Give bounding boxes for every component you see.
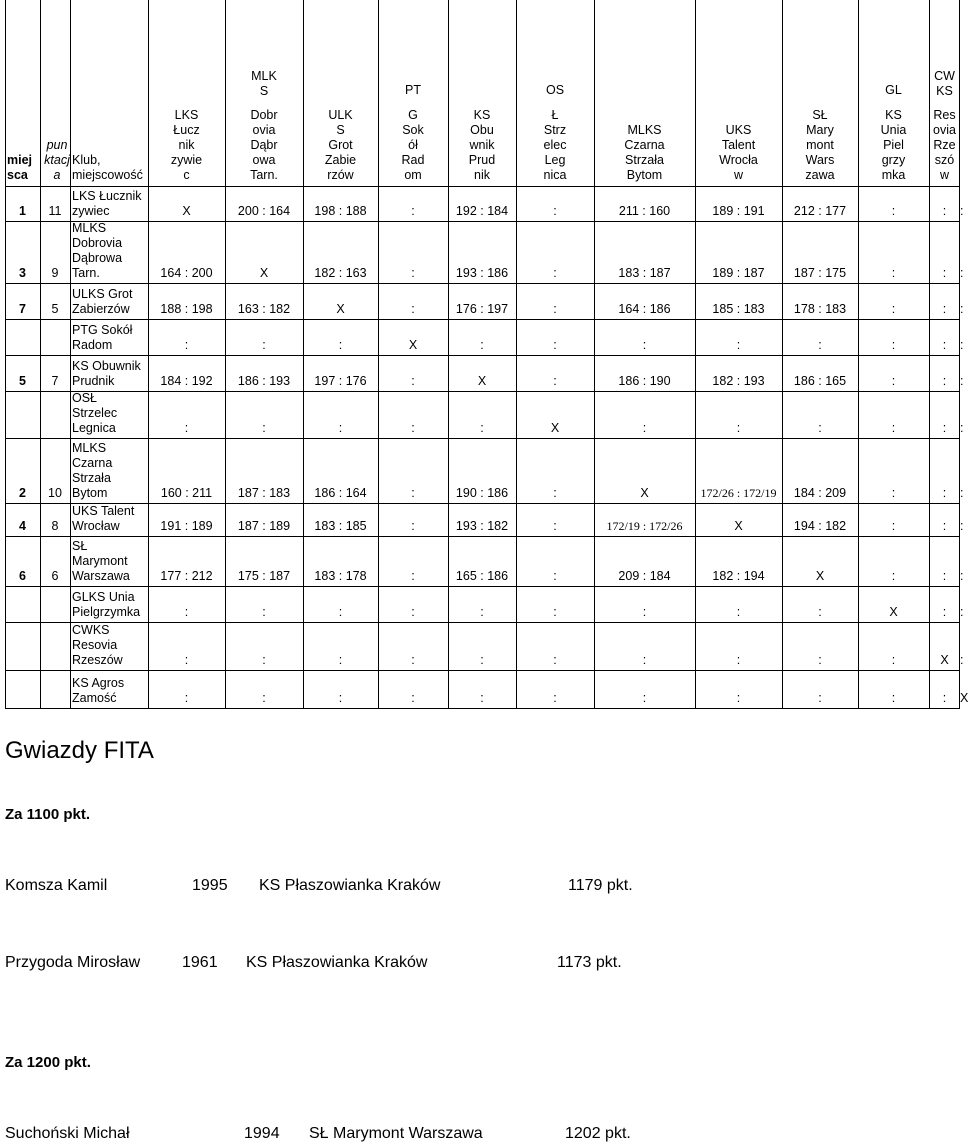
score-cell: :	[262, 605, 266, 619]
section-heading-1200: Za 1200 pkt.	[5, 1054, 91, 1071]
score-cell: 187 : 189	[237, 519, 291, 533]
score-cell: X	[182, 204, 191, 218]
score-cell: :	[411, 486, 415, 500]
grid-line	[303, 0, 304, 708]
score-cell: X	[408, 338, 418, 352]
score-cell: :	[891, 374, 896, 388]
entry-club: KS Płaszowianka Kraków	[246, 954, 428, 971]
row-club: MLKS Dobrovia Dąbrowa Tarn.	[72, 221, 123, 280]
score-cell: :	[736, 421, 741, 435]
score-cell: :	[642, 691, 647, 705]
column-header: ULK S Grot Zabie rzów	[324, 108, 357, 182]
row-club: UKS Talent Wrocław	[72, 504, 135, 533]
score-cell: :	[553, 338, 557, 352]
score-cell: :	[553, 302, 557, 316]
column-header: Ł Strz elec Leg nica	[543, 108, 567, 182]
score-cell: 176 : 197	[455, 302, 509, 316]
score-cell: :	[411, 519, 415, 533]
score-cell: :	[960, 204, 964, 218]
score-cell: :	[553, 605, 557, 619]
row-place: 6	[19, 569, 26, 583]
score-cell: :	[262, 691, 266, 705]
score-cell: :	[553, 653, 557, 667]
header-punktacja: pun ktacj a	[44, 138, 70, 182]
score-cell: :	[891, 302, 896, 316]
score-cell: 178 : 183	[793, 302, 847, 316]
score-cell: :	[818, 338, 822, 352]
group-header: MLK S	[251, 69, 277, 98]
score-cell: :	[553, 486, 557, 500]
score-cell: :	[184, 653, 189, 667]
score-cell: :	[411, 374, 415, 388]
score-cell: :	[642, 421, 647, 435]
header-klub: Klub, miejscowość	[72, 153, 143, 182]
score-cell: :	[891, 486, 896, 500]
row-place: 3	[19, 266, 26, 280]
score-cell: :	[480, 691, 484, 705]
row-place: 7	[19, 302, 26, 316]
row-club: PTG Sokół Radom	[72, 323, 133, 352]
entry-year: 1961	[182, 954, 218, 971]
score-cell: :	[184, 605, 189, 619]
grid-line	[5, 670, 960, 671]
score-cell: 165 : 186	[455, 569, 509, 583]
score-cell: :	[411, 421, 415, 435]
score-cell: X	[960, 691, 968, 705]
row-club: ULKS Grot Zabierzów	[72, 287, 133, 316]
entry-score: 1202 pkt.	[565, 1125, 631, 1142]
row-club: SŁ Marymont Warszawa	[72, 539, 130, 583]
row-points: 9	[51, 266, 59, 280]
score-cell: :	[480, 653, 484, 667]
entry-club: SŁ Marymont Warszawa	[309, 1125, 483, 1142]
grid-line	[5, 0, 6, 708]
score-cell: 164 : 200	[160, 266, 213, 280]
score-cell: X	[336, 302, 345, 316]
score-cell: :	[642, 653, 647, 667]
score-cell: 186 : 165	[793, 374, 847, 388]
score-cell: :	[942, 338, 947, 352]
section-heading-1100: Za 1100 pkt.	[5, 806, 91, 823]
score-cell: :	[338, 691, 343, 705]
score-cell: :	[262, 421, 266, 435]
stars-title: Gwiazdy FITA	[5, 737, 154, 764]
column-header: KS Unia Piel grzy mka	[880, 108, 907, 182]
score-cell: :	[480, 421, 484, 435]
column-header: MLKS Czarna Strzała Bytom	[624, 123, 665, 182]
score-cell: :	[960, 338, 964, 352]
row-club: LKS Łucznik zywiec	[72, 189, 142, 218]
row-club: CWKS Resovia Rzeszów	[72, 623, 123, 667]
score-cell: 198 : 188	[314, 204, 367, 218]
score-cell: :	[338, 653, 343, 667]
score-cell: :	[553, 266, 557, 280]
score-cell: X	[734, 519, 743, 533]
score-cell: :	[736, 691, 741, 705]
score-cell: X	[640, 486, 649, 500]
score-cell: :	[338, 421, 343, 435]
score-cell: :	[942, 421, 947, 435]
score-cell: 184 : 192	[160, 374, 213, 388]
score-cell: :	[960, 374, 964, 388]
score-cell: :	[942, 569, 947, 583]
score-cell: :	[553, 519, 557, 533]
score-cell: :	[960, 486, 964, 500]
score-cell: 191 : 189	[160, 519, 213, 533]
score-cell: 183 : 178	[314, 569, 367, 583]
score-cell: 187 : 175	[793, 266, 847, 280]
score-cell: 182 : 194	[712, 569, 765, 583]
score-cell: :	[891, 691, 896, 705]
score-cell: 194 : 182	[793, 519, 847, 533]
score-cell: :	[411, 605, 415, 619]
score-cell: :	[891, 519, 896, 533]
row-place: 1	[19, 204, 26, 218]
score-cell: :	[553, 691, 557, 705]
column-header: KS Obu wnik Prud nik	[468, 108, 496, 182]
score-cell: :	[891, 421, 896, 435]
score-cell: :	[818, 653, 822, 667]
score-cell: X	[477, 374, 487, 388]
score-cell: 193 : 186	[455, 266, 509, 280]
score-cell: 211 : 160	[618, 204, 671, 218]
score-cell: :	[818, 605, 822, 619]
column-header: Dobr ovia Dąbr owa Tarn.	[250, 108, 278, 182]
score-cell: :	[891, 266, 896, 280]
row-points: 8	[51, 519, 59, 533]
score-cell: :	[184, 421, 189, 435]
grid-line	[5, 355, 960, 356]
group-header: GL	[885, 83, 902, 97]
grid-line	[5, 283, 960, 284]
score-cell: :	[891, 653, 896, 667]
entry-score: 1179 pkt.	[568, 877, 633, 894]
score-cell: :	[818, 691, 822, 705]
row-points: 7	[51, 374, 59, 388]
score-cell: 185 : 183	[712, 302, 765, 316]
score-cell: 212 : 177	[793, 204, 847, 218]
column-header: G Sok ół Rad om	[401, 108, 425, 182]
score-cell: 200 : 164	[237, 204, 291, 218]
score-cell: X	[815, 569, 825, 583]
column-header: Res ovia Rze szó w	[933, 108, 956, 182]
score-cell: 172/26 : 172/19	[700, 486, 777, 500]
grid-line	[695, 0, 696, 708]
score-cell: :	[960, 266, 964, 280]
header-miejsce: miej sca	[7, 153, 33, 182]
row-place: 4	[19, 519, 26, 533]
score-cell: X	[940, 653, 949, 667]
entry-club: KS Płaszowianka Kraków	[259, 877, 441, 894]
row-club: KS Agros Zamość	[72, 676, 125, 705]
score-cell: :	[262, 653, 266, 667]
row-club: GLKS Unia Pielgrzymka	[72, 590, 141, 619]
row-points: 5	[51, 302, 59, 316]
score-cell: 183 : 187	[618, 266, 671, 280]
score-cell: 189 : 187	[712, 266, 765, 280]
score-cell: :	[553, 374, 557, 388]
score-cell: :	[891, 204, 896, 218]
row-place: 5	[19, 374, 26, 388]
score-cell: :	[184, 691, 189, 705]
row-club: KS Obuwnik Prudnik	[72, 359, 141, 388]
score-cell: :	[942, 605, 947, 619]
score-cell: 186 : 164	[314, 486, 367, 500]
grid-line	[858, 0, 859, 708]
score-cell: :	[942, 486, 947, 500]
score-cell: :	[942, 204, 947, 218]
score-cell: 182 : 163	[314, 266, 367, 280]
score-cell: 172/19 : 172/26	[606, 519, 683, 533]
score-cell: :	[960, 569, 964, 583]
score-cell: :	[338, 605, 343, 619]
score-cell: 182 : 193	[712, 374, 765, 388]
row-points: 6	[51, 569, 59, 583]
grid-line	[5, 438, 960, 439]
score-cell: :	[942, 691, 947, 705]
group-header: PT	[405, 83, 421, 97]
score-cell: 160 : 211	[160, 486, 213, 500]
score-cell: :	[960, 302, 964, 316]
score-cell: :	[942, 519, 947, 533]
row-place: 2	[19, 486, 26, 500]
score-cell: :	[736, 338, 741, 352]
score-cell: :	[411, 204, 415, 218]
score-cell: 192 : 184	[455, 204, 509, 218]
score-cell: 183 : 185	[314, 519, 367, 533]
score-cell: :	[736, 605, 741, 619]
score-cell: 197 : 176	[314, 374, 367, 388]
score-cell: :	[942, 374, 947, 388]
score-cell: :	[942, 266, 947, 280]
score-cell: :	[480, 605, 484, 619]
column-header: SŁ Mary mont Wars zawa	[805, 108, 835, 182]
score-cell: 187 : 183	[237, 486, 291, 500]
score-cell: :	[553, 204, 557, 218]
score-cell: :	[942, 302, 947, 316]
entry-score: 1173 pkt.	[557, 954, 622, 971]
grid-line	[594, 0, 595, 708]
score-cell: 189 : 191	[712, 204, 765, 218]
entry-name: Komsza Kamil	[5, 877, 108, 894]
score-cell: 184 : 209	[793, 486, 847, 500]
score-cell: :	[262, 338, 266, 352]
column-header: LKS Łucz nik zywie c	[170, 108, 203, 182]
grid-line	[5, 319, 960, 320]
score-cell: :	[411, 266, 415, 280]
entry-year: 1994	[244, 1125, 280, 1142]
entry-year: 1995	[192, 877, 228, 894]
grid-line	[378, 0, 379, 708]
grid-line	[516, 0, 517, 708]
score-cell: 190 : 186	[455, 486, 509, 500]
score-cell: X	[550, 421, 560, 435]
score-cell: :	[960, 519, 964, 533]
score-cell: 163 : 182	[237, 302, 291, 316]
score-cell: :	[411, 569, 415, 583]
score-cell: 186 : 190	[618, 374, 671, 388]
grid-line	[448, 0, 449, 708]
grid-line	[5, 708, 960, 709]
score-cell: :	[480, 338, 484, 352]
score-cell: :	[411, 653, 415, 667]
score-cell: 209 : 184	[618, 569, 671, 583]
score-cell: 193 : 182	[455, 519, 509, 533]
score-cell: 188 : 198	[160, 302, 213, 316]
grid-line	[40, 0, 41, 708]
score-cell: 164 : 186	[618, 302, 671, 316]
score-cell: 177 : 212	[160, 569, 213, 583]
score-cell: 175 : 187	[237, 569, 291, 583]
column-header: UKS Talent Wrocła w	[719, 123, 758, 182]
grid-line	[225, 0, 226, 708]
entry-name: Przygoda Mirosław	[5, 954, 141, 971]
group-header: CW KS	[934, 69, 955, 98]
score-cell: :	[642, 338, 647, 352]
row-points: 10	[48, 486, 62, 500]
score-cell: :	[960, 421, 964, 435]
score-cell: :	[891, 569, 896, 583]
score-cell: :	[184, 338, 189, 352]
score-cell: :	[642, 605, 647, 619]
score-cell: X	[259, 266, 269, 280]
score-cell: :	[553, 569, 557, 583]
score-cell: :	[338, 338, 343, 352]
score-cell: :	[960, 605, 964, 619]
grid-line	[782, 0, 783, 708]
entry-name: Suchoński Michał	[5, 1125, 130, 1142]
score-cell: :	[411, 302, 415, 316]
score-cell: 186 : 193	[237, 374, 291, 388]
grid-line	[959, 0, 960, 708]
score-cell: :	[411, 691, 415, 705]
grid-line	[5, 536, 960, 537]
score-cell: :	[960, 653, 964, 667]
grid-line	[929, 0, 930, 708]
score-cell: X	[889, 605, 898, 619]
grid-line	[5, 586, 960, 587]
grid-line	[70, 0, 71, 708]
score-cell: :	[736, 653, 741, 667]
score-cell: :	[818, 421, 822, 435]
row-club: OSŁ Strzelec Legnica	[72, 391, 118, 435]
grid-line	[5, 186, 960, 187]
row-points: 11	[48, 204, 62, 218]
row-club: MLKS Czarna Strzała Bytom	[72, 441, 113, 500]
score-cell: :	[891, 338, 896, 352]
group-header: OS	[545, 83, 565, 97]
